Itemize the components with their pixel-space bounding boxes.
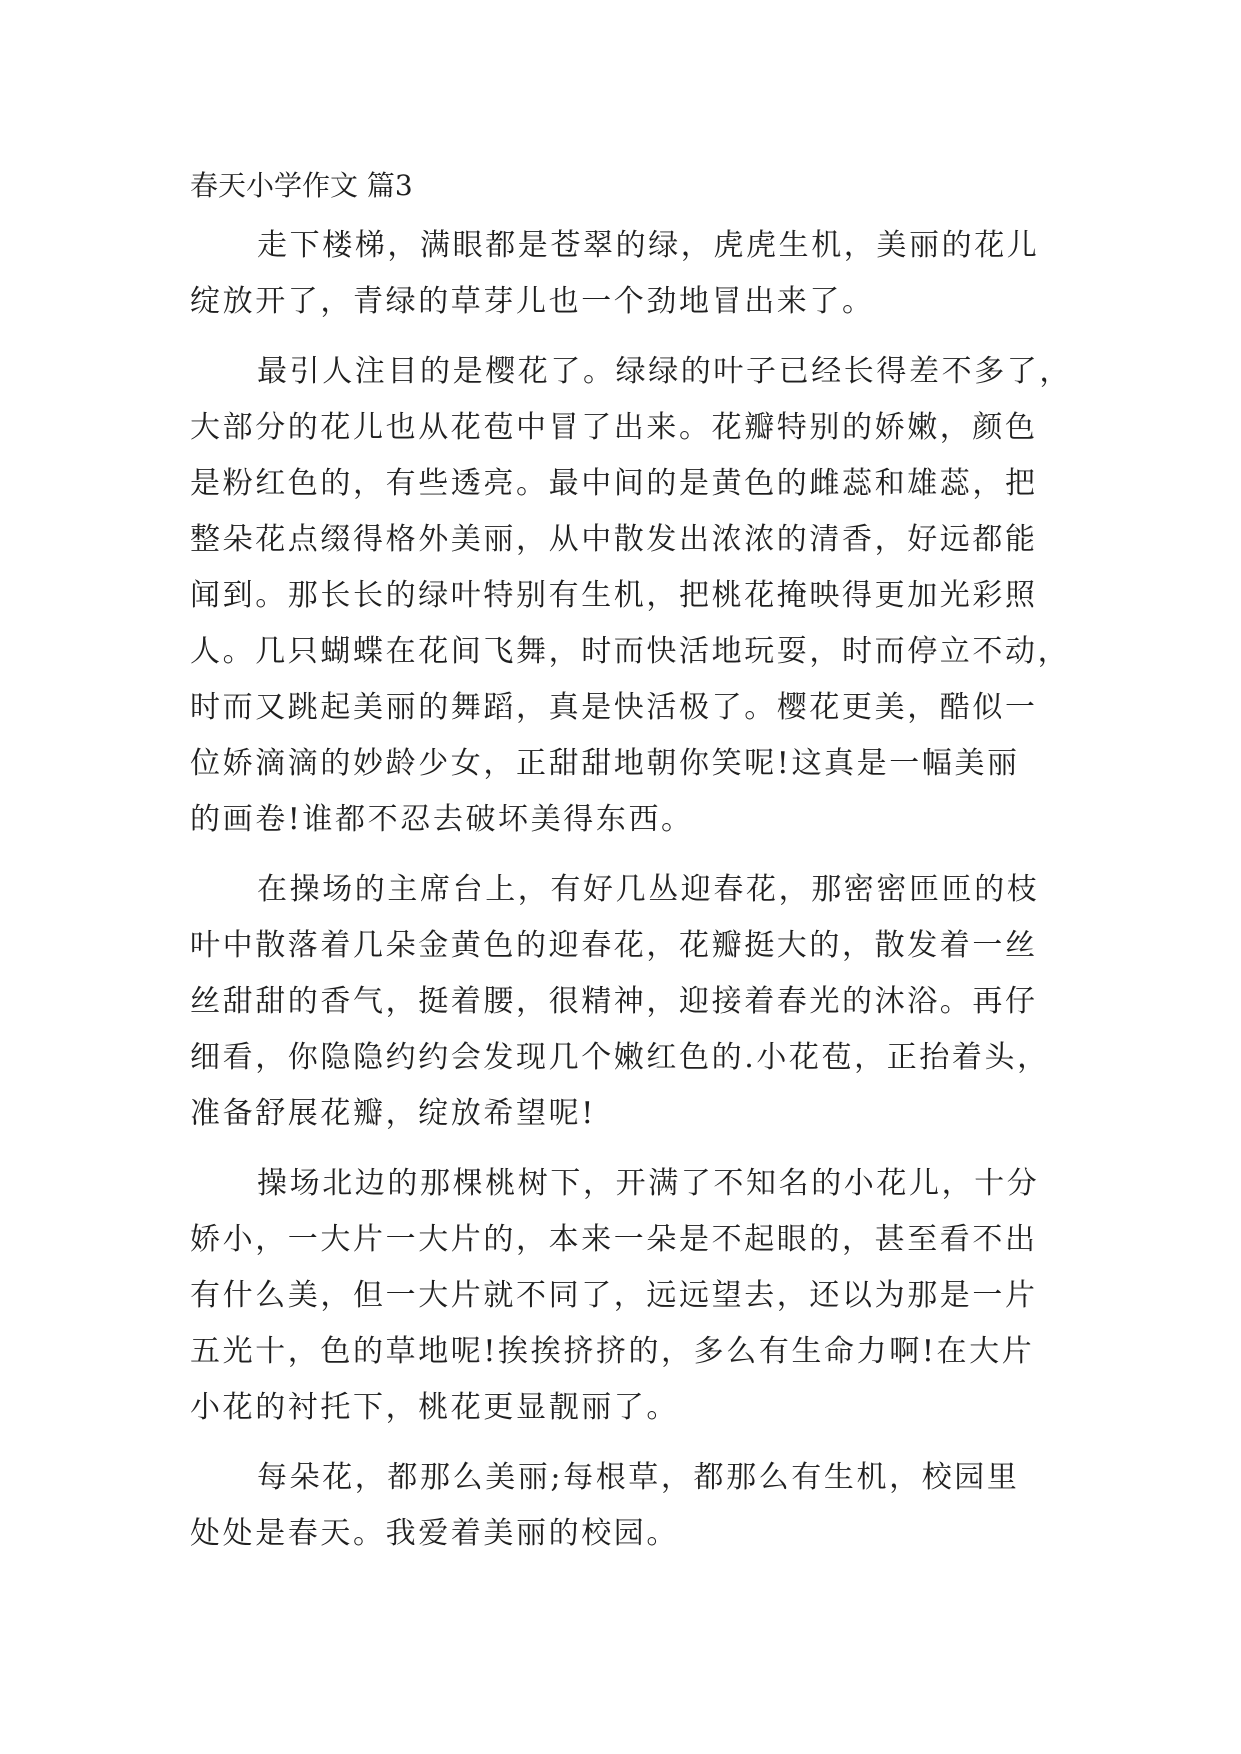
text-line: 整朵花点缀得格外美丽，从中散发出浓浓的清香，好远都能	[190, 522, 1038, 557]
text-line: 最引人注目的是樱花了。绿绿的叶子已经长得差不多了，	[257, 354, 1072, 389]
text-line: 五光十，色的草地呢!挨挨挤挤的，多么有生命力啊!在大片	[190, 1334, 1035, 1369]
text-line: 叶中散落着几朵金黄色的迎春花，花瓣挺大的，散发着一丝	[190, 928, 1038, 963]
text-line: 有什么美，但一大片就不同了，远远望去，还以为那是一片	[190, 1278, 1038, 1313]
essay-title: 春天小学作文 篇3	[190, 169, 413, 202]
text-line: 是粉红色的，有些透亮。最中间的是黄色的雌蕊和雄蕊，把	[190, 466, 1038, 501]
text-line: 操场北边的那棵桃树下，开满了不知名的小花儿，十分	[257, 1166, 1040, 1201]
text-line: 走下楼梯，满眼都是苍翠的绿，虎虎生机，美丽的花儿	[257, 228, 1040, 263]
text-line: 大部分的花儿也从花苞中冒了出来。花瓣特别的娇嫩，颜色	[190, 410, 1038, 445]
text-line: 位娇滴滴的妙龄少女，正甜甜地朝你笑呢!这真是一幅美丽	[190, 746, 1020, 781]
text-line: 娇小，一大片一大片的，本来一朵是不起眼的，甚至看不出	[190, 1222, 1038, 1257]
text-line: 准备舒展花瓣，绽放希望呢!	[190, 1096, 596, 1131]
text-line: 在操场的主席台上，有好几丛迎春花，那密密匝匝的枝	[257, 872, 1040, 907]
text-line: 闻到。那长长的绿叶特别有生机，把桃花掩映得更加光彩照	[190, 578, 1038, 613]
text-line: 人。几只蝴蝶在花间飞舞，时而快活地玩耍，时而停立不动，	[190, 634, 1071, 669]
text-line: 每朵花，都那么美丽;每根草，都那么有生机，校园里	[257, 1460, 1020, 1495]
text-line: 的画卷!谁都不忍去破坏美得东西。	[190, 802, 694, 837]
text-line: 小花的衬托下，桃花更显靓丽了。	[190, 1390, 679, 1425]
text-line: 细看，你隐隐约约会发现几个嫩红色的.小花苞，正抬着头，	[190, 1040, 1050, 1075]
text-line: 处处是春天。我爱着美丽的校园。	[190, 1516, 679, 1551]
text-line: 时而又跳起美丽的舞蹈，真是快活极了。樱花更美，酷似一	[190, 690, 1038, 725]
text-line: 丝甜甜的香气，挺着腰，很精神，迎接着春光的沐浴。再仔	[190, 984, 1038, 1019]
text-line: 绽放开了，青绿的草芽儿也一个劲地冒出来了。	[190, 284, 875, 319]
